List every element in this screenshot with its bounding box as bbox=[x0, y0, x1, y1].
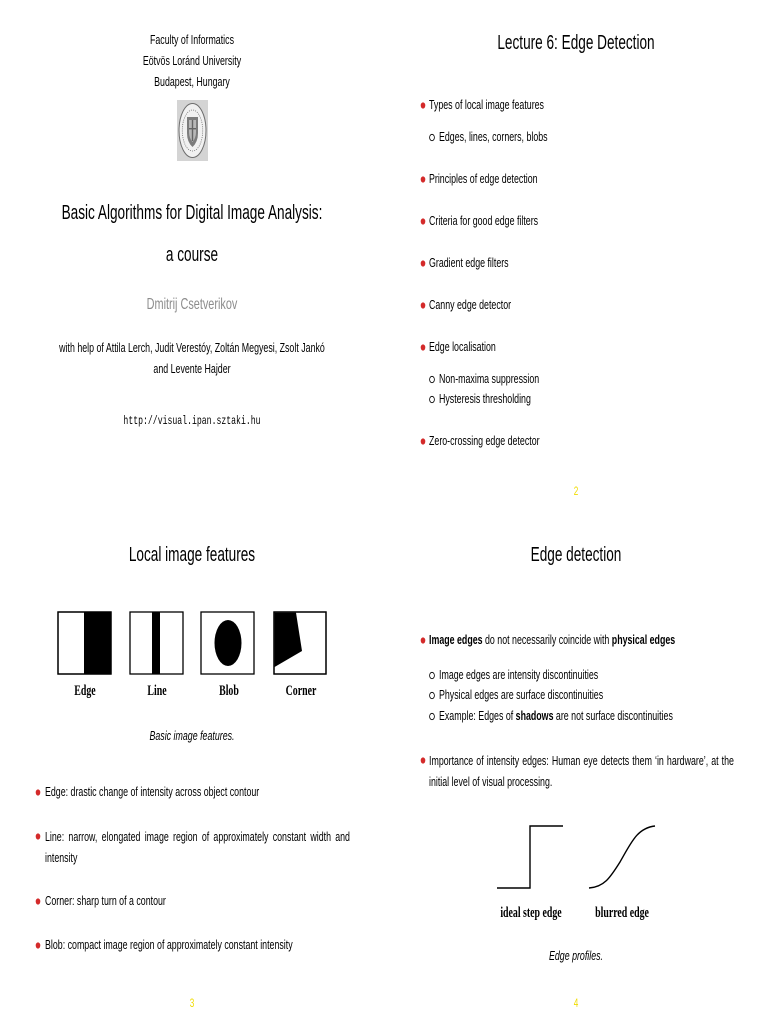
bullet-item: Line: narrow, elongated image region of approximately constant width and intensity bbox=[44, 828, 350, 865]
figure-label: blurred edge bbox=[595, 905, 649, 921]
emphasis-text: physical edges bbox=[611, 632, 676, 647]
feature-label: Corner bbox=[285, 683, 317, 699]
sub-bullet-text: Image edges are intensity discontinuities bbox=[438, 667, 599, 682]
outline-item: Zero-crossing edge detector bbox=[428, 433, 540, 448]
outline-subitem: Hysteresis thresholding bbox=[438, 391, 531, 406]
university-name: Eötvös Loránd University bbox=[142, 53, 242, 68]
outline-subitem: Non-maxima suppression bbox=[438, 371, 540, 386]
figure-label: ideal step edge bbox=[500, 905, 562, 921]
author-name: Dmitrij Csetverikov bbox=[146, 296, 238, 313]
outline-item: Principles of edge detection bbox=[428, 171, 538, 186]
feature-label: Line bbox=[147, 683, 167, 699]
title-slide-text bbox=[0, 0, 384, 512]
bullet-item: Corner: sharp turn of a contour bbox=[44, 893, 166, 908]
sub-bullet-text: Physical edges are surface discontinuities bbox=[438, 687, 604, 702]
emphasis-text: Image edges bbox=[428, 632, 483, 647]
bullet-item: Blob: compact image region of approximately constant intensity bbox=[44, 937, 293, 952]
outline-item: Canny edge detector bbox=[428, 297, 512, 312]
course-subtitle: a course bbox=[165, 244, 219, 266]
page-number: 3 bbox=[189, 996, 195, 1010]
outline-item: Types of local image features bbox=[428, 97, 544, 112]
outline-slide-text bbox=[384, 0, 768, 512]
page-number: 2 bbox=[573, 484, 579, 498]
outline-item: Gradient edge filters bbox=[428, 255, 509, 270]
course-title: Basic Algorithms for Digital Image Analysis: bbox=[61, 202, 323, 224]
slide-title: Edge detection bbox=[530, 544, 622, 566]
local-features-slide bbox=[0, 512, 384, 1024]
emphasis-text: shadows bbox=[515, 708, 554, 723]
sub-bullet-item bbox=[439, 665, 598, 685]
outline-item: Edge localisation bbox=[428, 339, 496, 354]
credits-line: with help of Attila Lerch, Judit Verestóy, Zoltán Megyesi, Zsolt Jankó bbox=[59, 340, 325, 355]
edge-detection-slide-text bbox=[384, 512, 768, 1024]
bullet-text: do not necessarily coincide with bbox=[482, 632, 612, 647]
website-url: http://visual.ipan.sztaki.hu bbox=[123, 414, 261, 428]
sub-bullet-item bbox=[439, 685, 603, 705]
credits-line: and Levente Hajder bbox=[153, 361, 231, 376]
outline-subitem: Edges, lines, corners, blobs bbox=[438, 129, 548, 144]
sub-bullet-text: are not surface discontinuities bbox=[553, 708, 673, 723]
bullet-item bbox=[429, 630, 675, 650]
sub-bullet-text: Example: Edges of bbox=[438, 708, 516, 723]
title-slide bbox=[0, 0, 384, 512]
bullet-item bbox=[429, 750, 734, 792]
slide-title: Local image features bbox=[128, 544, 256, 566]
figure-caption: Basic image features. bbox=[149, 728, 235, 743]
edge-detection-slide bbox=[384, 512, 768, 1024]
faculty-name: Faculty of Informatics bbox=[149, 32, 234, 47]
outline-slide bbox=[384, 0, 768, 512]
sub-bullet-item bbox=[439, 706, 673, 726]
page-number: 4 bbox=[573, 996, 579, 1010]
outline-item: Criteria for good edge filters bbox=[428, 213, 539, 228]
feature-label: Blob bbox=[219, 683, 239, 699]
figure-caption: Edge profiles. bbox=[548, 948, 604, 963]
bullet-text: Importance of intensity edges: Human eye detects them ‘in hardware’, at the initial level of visual processing. bbox=[428, 752, 734, 789]
slide-title: Lecture 6: Edge Detection bbox=[497, 32, 655, 54]
bullet-item: Edge: drastic change of intensity across object contour bbox=[44, 784, 260, 799]
local-features-slide-text bbox=[0, 512, 384, 1024]
university-location: Budapest, Hungary bbox=[154, 74, 230, 89]
feature-label: Edge bbox=[74, 683, 96, 699]
